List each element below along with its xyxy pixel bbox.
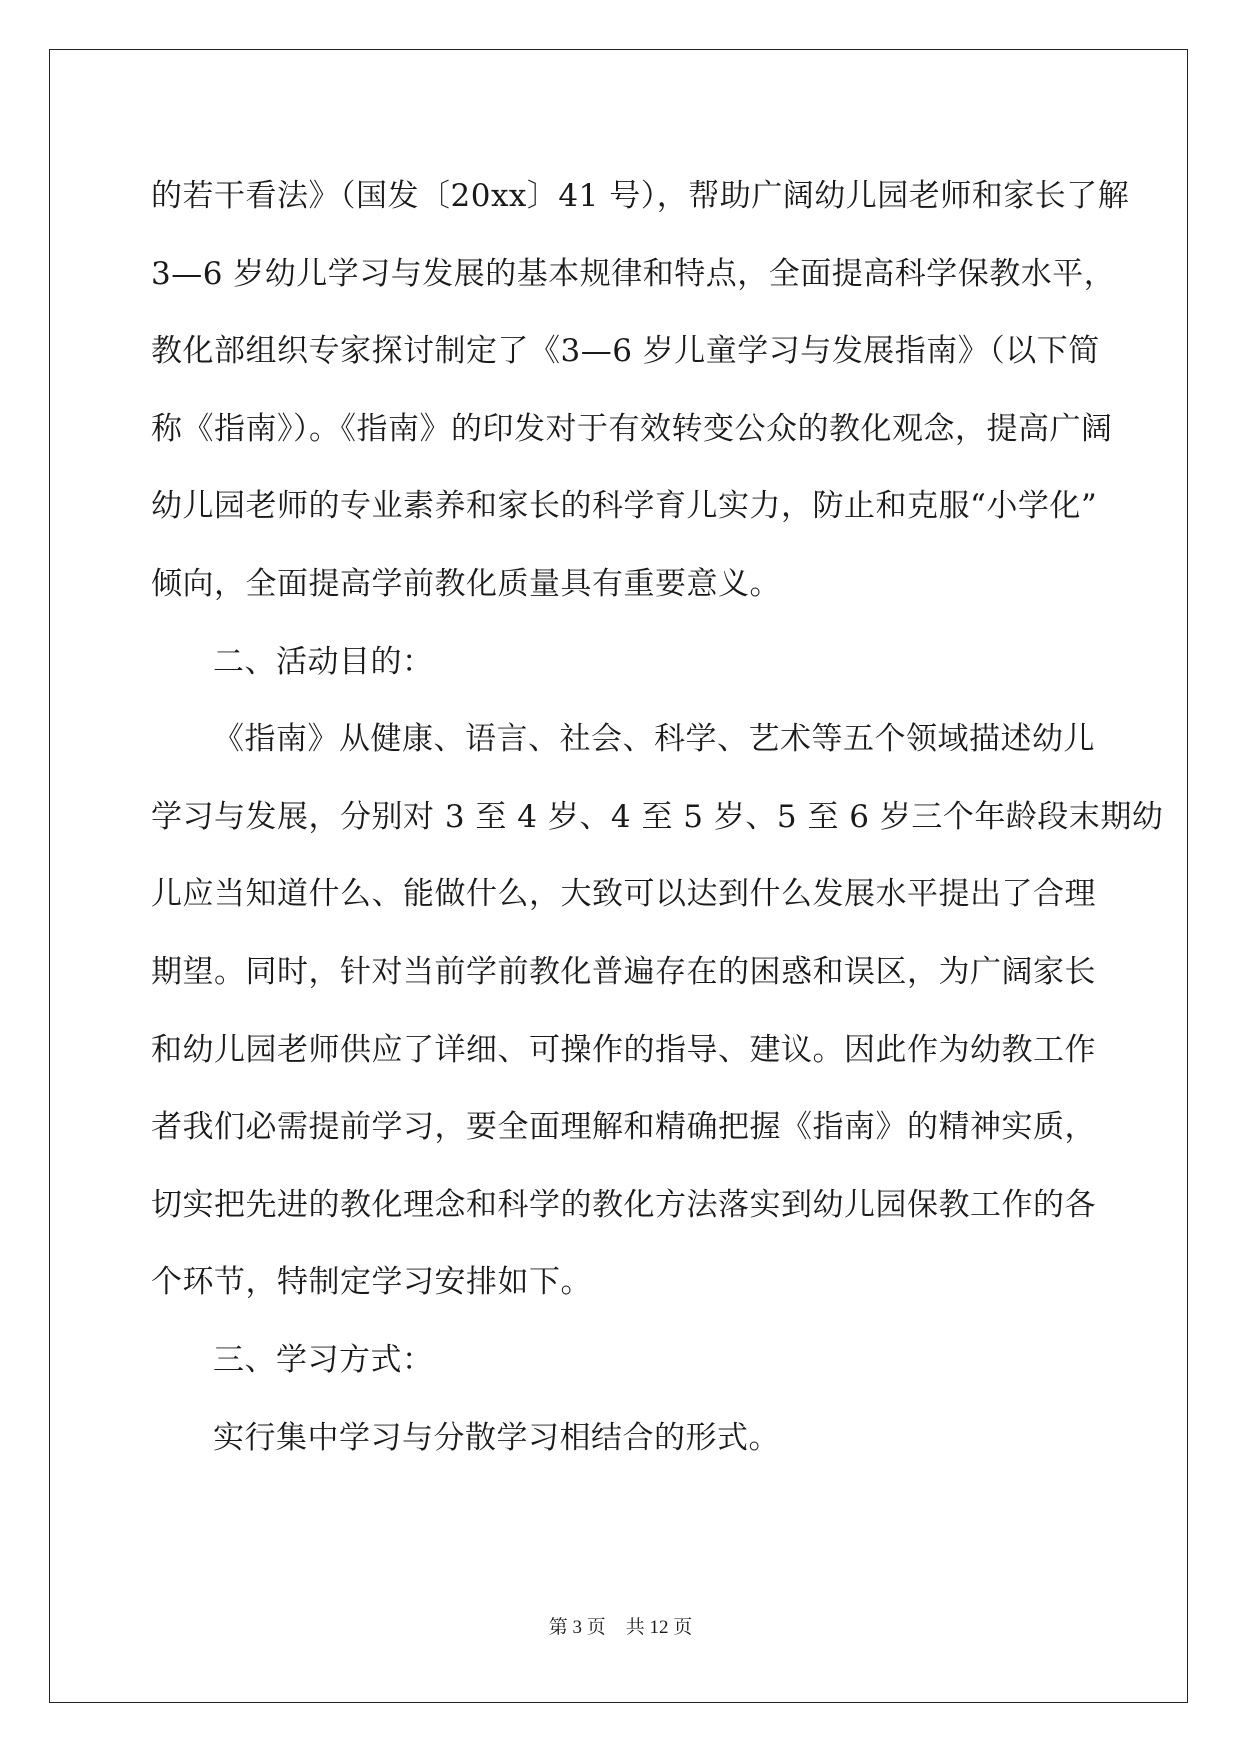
text-line: 儿应当知道什么、能做什么，大致可以达到什么发展水平提出了合理 xyxy=(151,876,1096,913)
text-line: 幼儿园老师的专业素养和家长的科学育儿实力，防止和克服“小学化” xyxy=(151,488,1098,525)
text-line: 切实把先进的教化理念和科学的教化方法落实到幼儿园保教工作的各 xyxy=(151,1186,1096,1223)
section-heading: 三、学习方式： xyxy=(213,1341,434,1378)
page-total: 共 12 页 xyxy=(625,1617,693,1638)
text-line: 和幼儿园老师供应了详细、可操作的指导、建议。因此作为幼教工作 xyxy=(151,1031,1096,1068)
text-line: 3—6 岁幼儿学习与发展的基本规律和特点，全面提高科学保教水平， xyxy=(151,255,1116,292)
paragraph-start-line: 实行集中学习与分散学习相结合的形式。 xyxy=(213,1419,780,1456)
text-line: 学习与发展，分别对 3 至 4 岁、4 至 5 岁、5 至 6 岁三个年龄段末期幼 xyxy=(151,798,1164,835)
text-line: 倾向，全面提高学前教化质量具有重要意义。 xyxy=(151,565,781,602)
text-line: 称《指南》）。《指南》的印发对于有效转变公众的教化观念，提高广阔 xyxy=(151,410,1113,447)
text-line: 的若干看法》（国发〔20xx〕41 号），帮助广阔幼儿园老师和家长了解 xyxy=(151,178,1130,214)
text-line: 期望。同时，针对当前学前教化普遍存在的困惑和误区，为广阔家长 xyxy=(151,953,1096,990)
text-line: 个环节，特制定学习安排如下。 xyxy=(151,1264,592,1301)
text-line: 者我们必需提前学习，要全面理解和精确把握《指南》的精神实质， xyxy=(151,1109,1096,1146)
document-body xyxy=(151,158,1164,1477)
section-heading: 二、活动目的： xyxy=(213,643,434,680)
paragraph-start-line: 《指南》从健康、语言、社会、科学、艺术等五个领域描述幼儿 xyxy=(213,721,1095,758)
page-number: 第 3 页 xyxy=(548,1617,606,1638)
text-line: 教化部组织专家探讨制定了《3—6 岁儿童学习与发展指南》（以下简 xyxy=(151,333,1100,370)
page-footer xyxy=(0,1616,1241,1640)
